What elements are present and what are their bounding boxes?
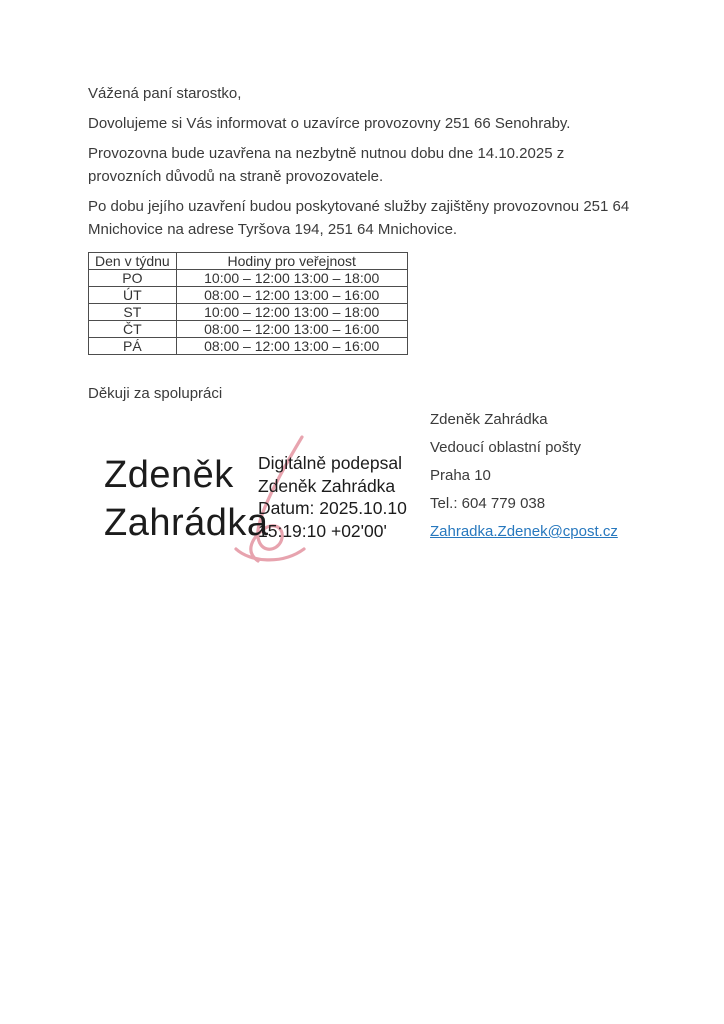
paragraph: Provozovna bude uzavřena na nezbytně nutnou dobu dne 14.10.2025 z provozních důvodů na straně provozovatele. bbox=[88, 145, 565, 185]
salutation: Vážená paní starostko, bbox=[88, 85, 242, 102]
signature-name-line1: Zdeněk bbox=[104, 454, 234, 496]
letter-body bbox=[88, 82, 640, 402]
opening-hours-table bbox=[88, 252, 408, 355]
table-row bbox=[89, 270, 408, 287]
table-row bbox=[89, 321, 408, 338]
signature-name-line2: Zahrádka bbox=[104, 502, 269, 544]
contact-email-link[interactable]: Zahradka.Zdenek@cpost.cz bbox=[430, 523, 618, 540]
paragraph: Dovolujeme si Vás informovat o uzavírce provozovny 251 66 Senohraby. bbox=[88, 115, 571, 132]
signature-details-line: Zdeněk Zahrádka bbox=[258, 475, 396, 496]
table-cell-day: ÚT bbox=[89, 287, 177, 304]
contact-block bbox=[430, 410, 618, 550]
table-header-cell: Hodiny pro veřejnost bbox=[176, 253, 407, 270]
contact-phone: Tel.: 604 779 038 bbox=[430, 495, 546, 512]
signature-name[interactable] bbox=[104, 451, 269, 547]
paragraph: Po dobu jejího uzavření budou poskytované služby zajištěny provozovnou 251 64 Mnichovice na adrese Tyršova 194, 251 64 Mnichovice. bbox=[88, 198, 630, 238]
contact-name: Zdeněk Zahrádka bbox=[430, 411, 548, 428]
table-cell-day: PO bbox=[89, 270, 177, 287]
table-cell-day: ČT bbox=[89, 321, 177, 338]
table-cell-day: ST bbox=[89, 304, 177, 321]
table-row bbox=[89, 287, 408, 304]
table-row bbox=[89, 338, 408, 355]
signature-details[interactable] bbox=[258, 452, 407, 542]
table-row bbox=[89, 304, 408, 321]
table-cell-hours: 10:00 – 12:00 13:00 – 18:00 bbox=[176, 270, 407, 287]
table-cell-hours: 08:00 – 12:00 13:00 – 16:00 bbox=[176, 321, 407, 338]
contact-role: Vedoucí oblastní pošty bbox=[430, 439, 581, 456]
table-cell-hours: 08:00 – 12:00 13:00 – 16:00 bbox=[176, 287, 407, 304]
signature-details-line: 15:19:10 +02'00' bbox=[258, 520, 387, 541]
signature-details-line: Digitálně podepsal bbox=[258, 453, 402, 473]
table-header-row bbox=[89, 253, 408, 270]
signature-details-line: Datum: 2025.10.10 bbox=[258, 498, 407, 518]
table-cell-hours: 10:00 – 12:00 13:00 – 18:00 bbox=[176, 304, 407, 321]
table-cell-day: PÁ bbox=[89, 338, 177, 355]
table-header-cell: Den v týdnu bbox=[89, 253, 177, 270]
closing-line: Děkuji za spolupráci bbox=[88, 385, 223, 402]
contact-city: Praha 10 bbox=[430, 467, 491, 484]
table-cell-hours: 08:00 – 12:00 13:00 – 16:00 bbox=[176, 338, 407, 355]
